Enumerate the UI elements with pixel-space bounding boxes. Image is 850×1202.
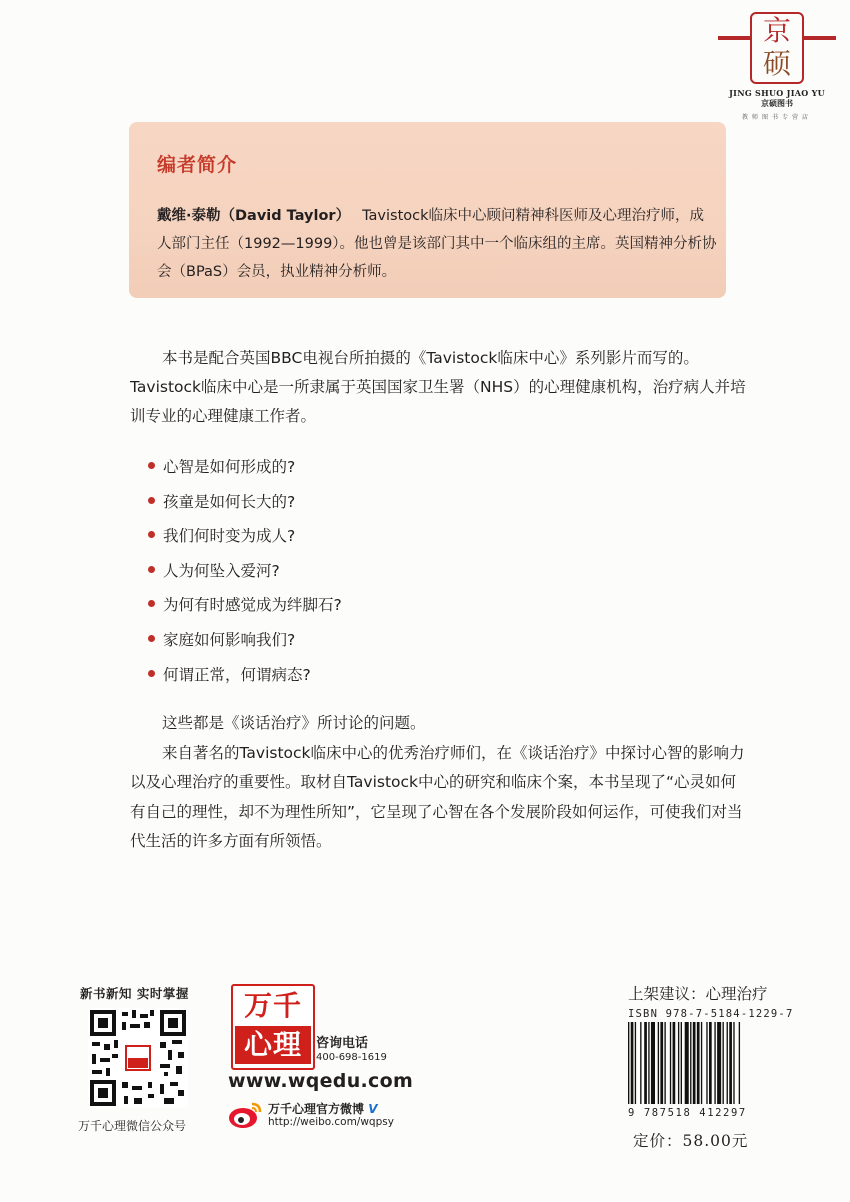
shelf-suggestion: 上架建议：心理治疗 bbox=[628, 985, 768, 1003]
description-section bbox=[130, 709, 750, 857]
intro-paragraph-1: 本书是配合英国BBC电视台所拍摄的《Tavistock临床中心》系列影片而写的。 bbox=[162, 349, 699, 367]
verified-v-icon: V bbox=[368, 1102, 378, 1116]
list-item: 心智是如何形成的? bbox=[148, 455, 342, 490]
logo-english-name: JING SHUO JIAO YU bbox=[729, 88, 825, 98]
qr-title: 新书新知 实时掌握 bbox=[80, 986, 189, 1001]
list-item: 孩童是如何长大的? bbox=[148, 490, 342, 525]
logo-seal bbox=[750, 12, 804, 84]
qr-code bbox=[88, 1008, 188, 1108]
author-bio-box bbox=[129, 122, 726, 298]
list-item: 我们何时变为成人? bbox=[148, 524, 342, 559]
barcode bbox=[626, 1022, 786, 1104]
consult-label: 咨询电话 bbox=[316, 1036, 369, 1051]
bio-title: 编者简介 bbox=[157, 154, 238, 176]
publisher-logo bbox=[718, 12, 836, 121]
intro-paragraph-2: Tavistock临床中心是一所隶属于英国国家卫生署（NHS）的心理健康机构，治疗病人并培训专业的心理健康工作者。 bbox=[130, 378, 746, 425]
bullet-icon bbox=[148, 497, 155, 504]
weibo-icon bbox=[228, 1100, 264, 1130]
bullet-icon bbox=[148, 600, 155, 607]
logo-char-shuo: 硕 bbox=[762, 47, 791, 80]
qr-caption: 万千心理微信公众号 bbox=[78, 1119, 187, 1133]
bullet-icon bbox=[148, 670, 155, 677]
logo-char-jing: 京 bbox=[762, 14, 791, 47]
description-paragraph-1: 这些都是《谈话治疗》所讨论的问题。 bbox=[162, 714, 426, 732]
author-name: 戴维·泰勒（David Taylor） bbox=[157, 208, 351, 224]
intro-section bbox=[130, 344, 750, 431]
logo-chinese-name: 京硕图书 bbox=[761, 98, 793, 108]
bullet-icon bbox=[148, 531, 155, 538]
list-item: 何谓正常，何谓病态? bbox=[148, 663, 342, 698]
bullet-icon bbox=[148, 635, 155, 642]
wanqian-logo bbox=[231, 984, 315, 1070]
wanqian-logo-bottom: 心理 bbox=[235, 1026, 311, 1064]
weibo-url: http://weibo.com/wqpsy bbox=[268, 1116, 394, 1128]
price: 定价：58.00元 bbox=[633, 1132, 749, 1150]
consult-phone: 400-698-1619 bbox=[316, 1052, 387, 1063]
question-list bbox=[148, 455, 342, 697]
bio-description: Tavistock临床中心顾问精神科医师及心理治疗师，成人部门主任（1992—1999）。他也曾是该部门其中一个临床组的主席。英国精神分析协会（BPaS）会员，执业精神分析师。 bbox=[157, 208, 717, 280]
list-item: 人为何坠入爱河? bbox=[148, 559, 342, 594]
wanqian-logo-top: 万千 bbox=[243, 989, 302, 1022]
bullet-icon bbox=[148, 462, 155, 469]
isbn-label: ISBN 978-7-5184-1229-7 bbox=[628, 1008, 794, 1020]
weibo-label: 万千心理官方微博 V bbox=[268, 1102, 378, 1116]
bullet-icon bbox=[148, 566, 155, 573]
isbn-digits: 9 787518 412297 bbox=[628, 1107, 747, 1119]
description-paragraph-2: 来自著名的Tavistock临床中心的优秀治疗师们，在《谈话治疗》中探讨心智的影响力以及心理治疗的重要性。取材自Tavistock中心的研究和临床个案，本书呈现了“心灵如何有自己的理性，却不为理性所知”，它呈现了心智在各个发展阶段如何运作，可使我们对当代生活的许多方面有所领悟。 bbox=[130, 743, 745, 850]
bio-text bbox=[157, 202, 717, 286]
list-item: 为何有时感觉成为绊脚石? bbox=[148, 593, 342, 628]
logo-slogan: 教师图书专营店 bbox=[741, 114, 812, 121]
website-url: www.wqedu.com bbox=[228, 1070, 414, 1092]
list-item: 家庭如何影响我们? bbox=[148, 628, 342, 663]
